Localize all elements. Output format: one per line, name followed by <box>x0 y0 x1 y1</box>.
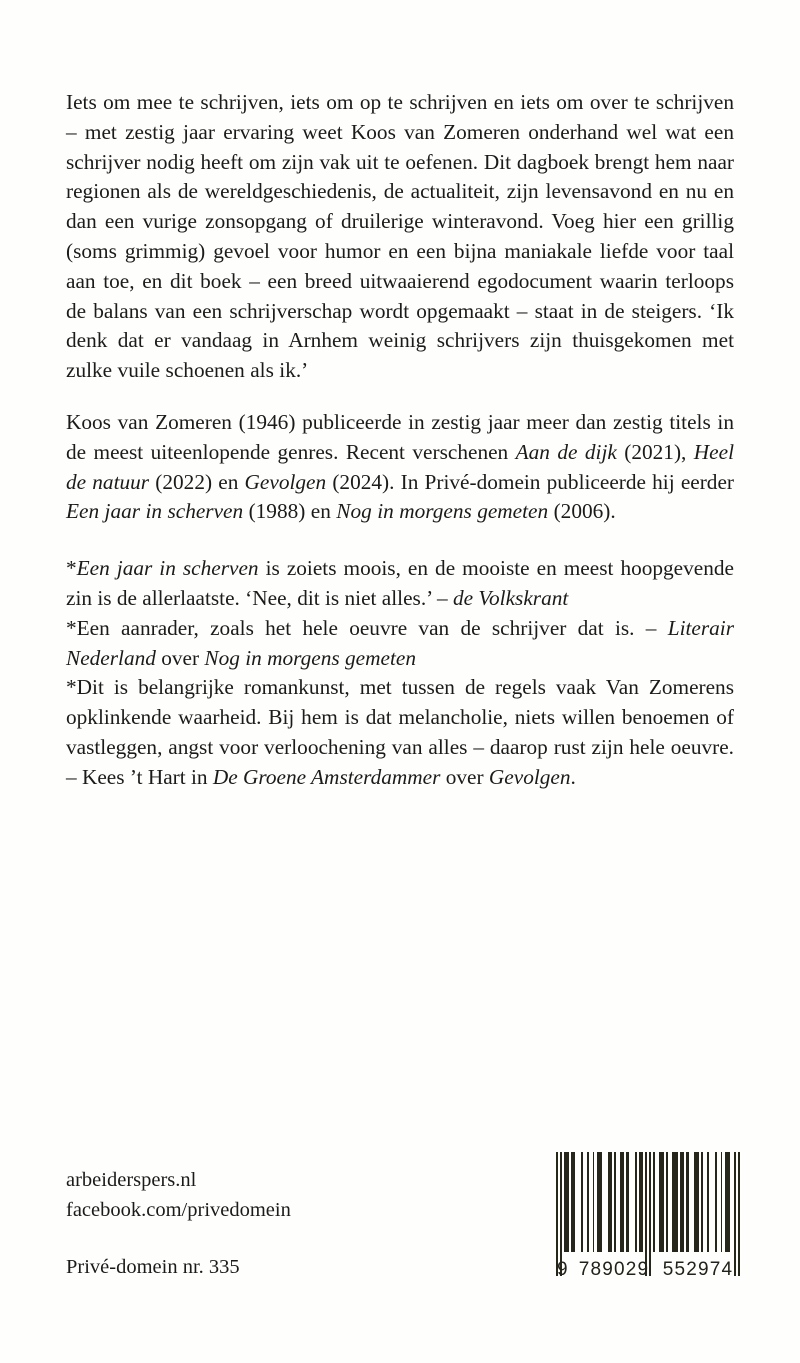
barcode-left-group: 789029 <box>578 1259 650 1280</box>
barcode-bar <box>635 1152 637 1252</box>
italic-title: Een jaar in scherven <box>66 499 244 524</box>
italic-title: Nog in morgens gemeten <box>204 645 416 670</box>
text-run: (1988) en <box>243 499 337 524</box>
barcode-bar <box>571 1152 575 1252</box>
publisher-website[interactable]: arbeiderspers.nl <box>66 1169 197 1191</box>
text-run: . <box>570 764 576 789</box>
barcode-lead-digit: 9 <box>557 1259 568 1280</box>
review-quote-groene-amsterdammer <box>66 673 734 792</box>
review-quote-volkskrant <box>66 554 734 614</box>
italic-title: Gevolgen <box>244 469 327 494</box>
review-quote-literair-nederland <box>66 614 734 674</box>
barcode-bar <box>659 1152 665 1252</box>
barcode-bar <box>597 1152 603 1252</box>
series-number: Privé-domein nr. 335 <box>66 1256 240 1278</box>
barcode-bar <box>694 1152 700 1252</box>
facebook-link[interactable]: facebook.com/privedomein <box>66 1198 291 1221</box>
text-run: (2006). <box>548 499 616 524</box>
barcode-bar <box>715 1152 717 1252</box>
review-marker: * <box>66 675 77 700</box>
italic-title: Gevolgen <box>488 764 571 789</box>
barcode-bar <box>564 1152 570 1252</box>
barcode-bar <box>666 1152 668 1252</box>
barcode-bar <box>608 1152 612 1252</box>
isbn-barcode <box>556 1152 740 1282</box>
barcode-bar <box>707 1152 709 1252</box>
barcode-bar <box>686 1152 690 1252</box>
barcode-bar <box>653 1152 655 1252</box>
text-run: Een aanrader, zoals het hele oeuvre van de schrijver dat is. – <box>76 615 668 640</box>
text-run: Dit is belangrijke romankunst, met tussen de regels vaak Van Zomerens opklinkende waarheid. Bij hem is dat melancholie, niets willen benoemen of vastleggen, angst voor verloochening van alles – daarop rust zijn hele oeuvre. – Kees ’t Hart in <box>66 675 734 789</box>
italic-title: Nog in morgens gemeten <box>336 499 549 524</box>
review-marker: * <box>66 615 77 640</box>
text-run: over <box>155 645 205 670</box>
barcode-right-group: 552974 <box>662 1259 734 1280</box>
barcode-bar <box>680 1152 684 1252</box>
text-run: Iets om mee te schrijven, iets om op te schrijven en iets om over te schrijven – met zestig jaar ervaring weet Koos van Zomeren onderhand wel wat een schrijver nodig heeft om zijn vak uit te oefenen. Dit dagboek brengt hem naar regionen als de wereldgeschiedenis, de actualiteit, zijn levensavond en nu en dan een vurige zonsopgang of druilerige winteravond. Voeg hier een grillig (soms grimmig) gevoel voor humor en een bijna maniakale liefde voor taal aan toe, en dit boek – een breed uitwaaierend egodocument waarin terloops de balans van een schrijverschap wordt opgemaakt – staat in de steigers. ‘Ik denk dat er vandaag in Arnhem weinig schrijvers zijn thuisgekomen met zulke vuile schoenen als ik.’ <box>66 90 734 383</box>
blurb-paragraph-author-bio <box>66 408 734 527</box>
italic-title: Literair Nederland <box>66 615 734 670</box>
barcode-bar <box>620 1152 624 1252</box>
barcode-bar <box>639 1152 643 1252</box>
text-run: (2021), <box>616 439 694 464</box>
italic-title: Aan de dijk <box>515 439 617 464</box>
italic-title: Een jaar in scherven <box>76 556 259 581</box>
italic-title: de Volkskrant <box>452 585 569 610</box>
blurb-text-block <box>66 88 734 793</box>
review-marker: * <box>66 556 77 581</box>
barcode-bar <box>721 1152 723 1252</box>
text-run: (2022) en <box>149 469 245 494</box>
barcode-digits <box>556 1253 740 1281</box>
barcode-bar <box>614 1152 616 1252</box>
barcode-bar <box>593 1152 595 1252</box>
review-quotes-list <box>66 554 734 792</box>
blurb-paragraph-description <box>66 88 734 386</box>
text-run: Koos van Zomeren (1946) publiceerde in zestig jaar meer dan zestig titels in de meest uiteenlopende genres. Recent verschenen <box>66 409 734 464</box>
barcode-bar <box>587 1152 589 1252</box>
barcode-bar <box>626 1152 630 1252</box>
italic-title: De Groene Amsterdammer <box>212 764 441 789</box>
italic-title: Heel de natuur <box>66 439 734 494</box>
text-run: over <box>440 764 489 789</box>
barcode-bar <box>725 1152 731 1252</box>
barcode-bar <box>701 1152 703 1252</box>
barcode-bar <box>672 1152 678 1252</box>
barcode-bar <box>581 1152 583 1252</box>
text-run: (2024). In Privé-domein publiceerde hij eerder <box>326 469 735 494</box>
text-run: is zoiets moois, en de mooiste en meest hoopgevende zin is de allerlaatste. ‘Nee, dit is niet alles.’ – <box>66 556 734 610</box>
